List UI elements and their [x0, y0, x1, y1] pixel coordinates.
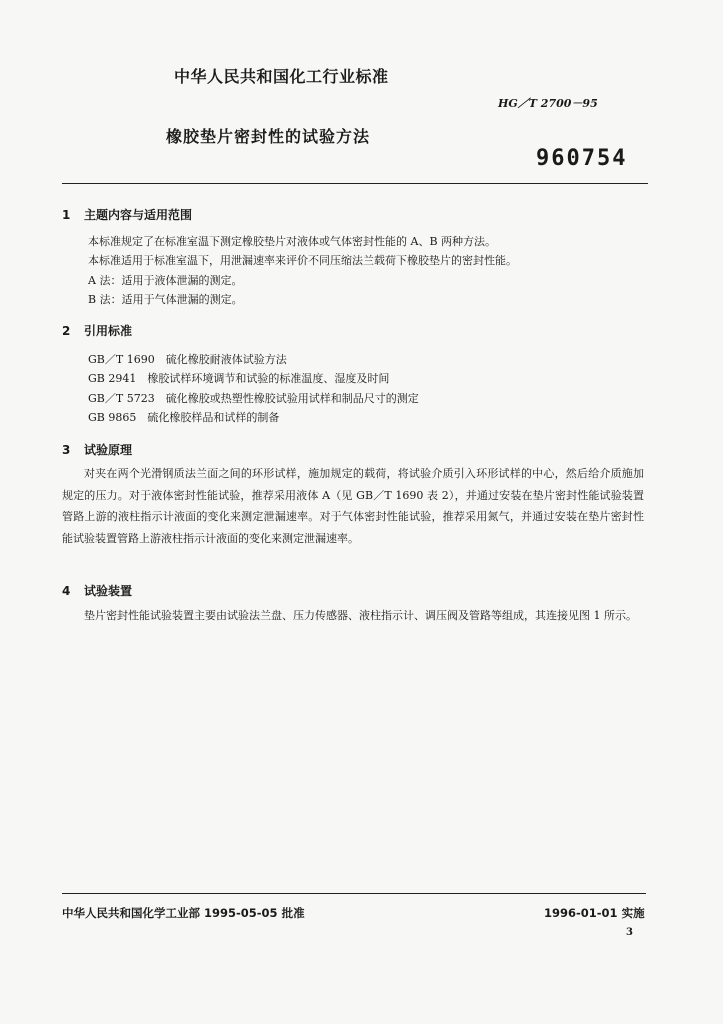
reference-item: GB 2941 橡胶试样环境调节和试验的标准温度、湿度及时间 — [88, 372, 390, 385]
section-2-number: 2 — [62, 324, 71, 338]
section-4-number: 4 — [62, 584, 71, 598]
section-3-number: 3 — [62, 443, 71, 457]
reference-item: GB／T 1690 硫化橡胶耐液体试验方法 — [88, 353, 287, 366]
section-1-line-4: B 法：适用于气体泄漏的测定。 — [88, 293, 243, 306]
section-1-title: 主题内容与适用范围 — [84, 208, 193, 222]
section-3-title: 试验原理 — [84, 443, 133, 457]
implementation-date: 1996-01-01 实施 — [544, 906, 645, 920]
section-4-heading — [62, 582, 132, 599]
serial-number: 960754 — [536, 146, 628, 171]
top-rule-divider — [62, 183, 648, 184]
section-2-title: 引用标准 — [84, 324, 133, 338]
bottom-rule-divider — [62, 893, 646, 894]
reference-item: GB／T 5723 硫化橡胶或热塑性橡胶试验用试样和制品尺寸的测定 — [88, 392, 419, 405]
section-1-heading — [62, 206, 192, 223]
page-number: 3 — [626, 927, 633, 938]
approval-statement: 中华人民共和国化学工业部 1995-05-05 批准 — [62, 906, 305, 920]
section-4-title: 试验装置 — [84, 584, 133, 598]
section-1-line-3: A 法：适用于液体泄漏的测定。 — [88, 274, 243, 287]
section-1-line-2: 本标准适用于标准室温下，用泄漏速率来评价不同压缩法兰载荷下橡胶垫片的密封性能。 — [88, 254, 517, 267]
section-3-heading — [62, 441, 132, 458]
document-title: 橡胶垫片密封性的试验方法 — [166, 127, 371, 146]
standard-header: 中华人民共和国化工行业标准 — [174, 67, 389, 86]
reference-item: GB 9865 硫化橡胶样品和试样的制备 — [88, 411, 280, 424]
section-3-paragraph: 对夹在两个光滑钢质法兰面之间的环形试样，施加规定的载荷，将试验介质引入环形试样的中心，然后给介质施加规定的压力。对于液体密封性能试验，推荐采用液体 A（见 GB／T 1690 表 2），并通过安装在垫片密封性能试验装置管路上游的液柱指示计液面的变化来测定泄漏速率。对于气体密封性能试验，推荐采用氮气，并通过安装在垫片密封性能试验装置管路上游液柱指示计液面的变化来测定泄漏速率。 — [62, 467, 644, 545]
section-2-heading — [62, 322, 132, 339]
section-1-line-1: 本标准规定了在标准室温下测定橡胶垫片对液体或气体密封性能的 A、B 两种方法。 — [88, 235, 497, 248]
section-4-paragraph: 垫片密封性能试验装置主要由试验法兰盘、压力传感器、液柱指示计、调压阀及管路等组成，其连接见图 1 所示。 — [84, 609, 637, 622]
section-1-number: 1 — [62, 208, 71, 222]
standard-code: HG／T 2700－95 — [498, 97, 598, 110]
